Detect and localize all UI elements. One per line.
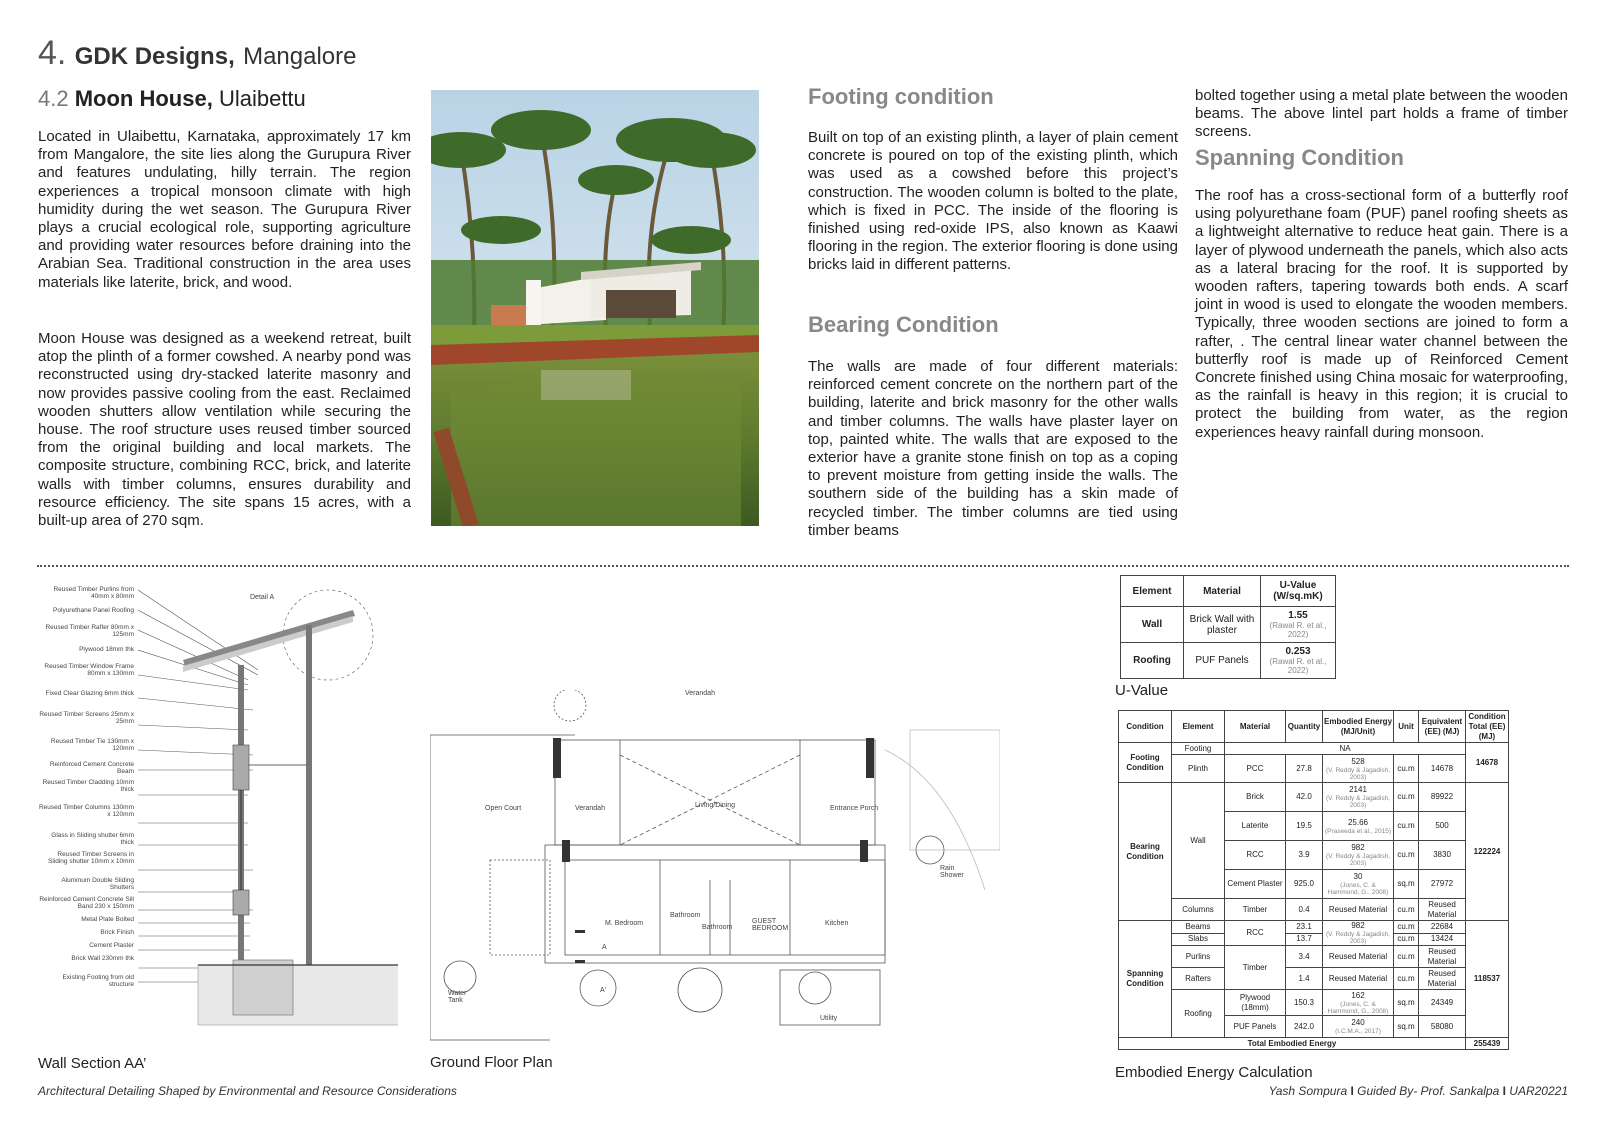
ee-ref: (I.C.M.A., 2017) [1335,1028,1381,1035]
wall-label: Reinforced Cement Concrete Sill Band 230 x 150mm [39,896,134,910]
ee-element: Columns [1172,899,1225,921]
ee-qty: 42.0 [1286,783,1323,812]
room-living: Living/Dining [695,802,736,809]
section-mark-a-prime: A' [600,987,607,994]
ee-unit: sq.m [1394,1016,1419,1038]
ee-unit: cu.m [1394,921,1419,934]
ee-energy: 162 [1351,990,1365,1000]
ee-header: Equivalent (EE) (MJ) [1419,711,1466,743]
wall-label: Reused Timber Tie 130mm x 120mm [50,738,134,752]
ee-total-spanning: 118537 [1466,921,1509,1038]
u-row-material: PUF Panels [1184,643,1261,679]
room-verandah-top: Verandah [685,690,715,697]
ee-material: PCC [1225,755,1286,783]
ee-unit: cu.m [1394,812,1419,841]
u-value-caption: U-Value [1115,682,1169,699]
ee-condition-bearing: Bearing Condition [1119,783,1172,921]
ee-element: Slabs [1172,933,1225,946]
room-bathroom-2: Bathroom [702,924,733,931]
ee-header: Quantity [1286,711,1323,743]
room-entrance: Entrance Porch [830,805,879,812]
plan-caption: Ground Floor Plan [430,1054,553,1071]
project-place: Ulaibettu [218,86,306,111]
ee-energy: 30 [1353,872,1363,881]
room-guest-bedroom: GUEST BEDROOM [752,918,789,932]
section-mark-a: A [602,944,607,951]
ee-condition-spanning: Spanning Condition [1119,921,1172,1038]
ee-ref: (Praseeda et al., 2015) [1324,827,1392,835]
room-open-court: Open Court [485,805,522,812]
ee-qty: 242.0 [1286,1016,1323,1038]
ee-energy-cell [1323,921,1394,946]
ee-qty: 150.3 [1286,990,1323,1016]
bearing-title: Bearing Condition [808,312,999,337]
wall-label: Plywood 18mm thk [79,646,134,653]
ee-qty: 23.1 [1286,921,1323,934]
ground-floor-plan [430,690,1000,1055]
wall-label: Reused Timber Columns 130mm x 120mm [38,804,134,818]
room-bathroom-1: Bathroom [670,912,701,919]
wall-label: Aluminum Double Sliding Shutters [61,877,134,891]
wall-section-caption: Wall Section AA’ [38,1055,147,1072]
ee-energy: 982 [1351,843,1365,852]
ee-qty: 27.8 [1286,755,1323,783]
ee-energy-cell [1323,783,1394,812]
ee-ref: (V. Reddy & Jagadish, 2003) [1325,795,1391,809]
wall-label: Brick Finish [100,929,134,936]
room-rain-shower: Rain Shower [940,865,964,879]
ee-qty: 19.5 [1286,812,1323,841]
u-header-element: Element [1121,576,1184,607]
ee-material: Plywood (18mm) [1225,990,1286,1016]
wall-label: Reused Timber Screens 25mm x 25mm [39,711,134,725]
ee-unit: sq.m [1394,990,1419,1016]
ee-energy: 240 [1351,1018,1365,1027]
u-value-table [1120,575,1336,679]
ee-element: Roofing [1172,990,1225,1038]
ee-element: Plinth [1172,755,1225,783]
ee-energy-cell [1323,870,1394,899]
embodied-table-wrap [1118,710,1509,1050]
ee-qty: 0.4 [1286,899,1323,921]
footer-author: Yash Sompura [1268,1084,1348,1098]
u-row-value-cell [1261,643,1336,679]
project-number: 4.2 [38,86,69,111]
u-row-ref: (Rawal R. et al., 2022) [1269,657,1327,675]
ee-qty: 3.4 [1286,946,1323,968]
spanning-text: The roof has a cross-sectional form of a butterfly roof using polyurethane foam (PUF) panel roofing sheets as a lightweight alternative to reduce heat gain. There is a layer of plywood underneath the panels, which also acts as a lateral bracing for the roof. It is supported by wooden rafters, tapering towards both ends. A scarf joint in wood is used to elongate the wooden members. Typically, three wooden sections are joined to form a rafter, . The central linear water channel between the butterfly roof is made up of Reinforced Cement Concrete finished using China mosaic for waterproofing, as the rainfall is heavy in this region; it is crucial to protect the building from water, as the region experiences heavy rainfall during monsoon. [1195,187,1568,441]
footer-separator: I [1350,1084,1354,1098]
ee-equivalent: 500 [1419,812,1466,841]
ee-unit: cu.m [1394,783,1419,812]
wall-label: Metal Plate Bolted [81,916,134,923]
ee-element: Wall [1172,783,1225,899]
wall-label: Fixed Clear Glazing 6mm thick [45,690,134,697]
project-name: Moon House, [74,86,213,111]
u-row-value-cell [1261,607,1336,643]
room-kitchen: Kitchen [825,920,849,927]
ee-energy: Reused Material [1323,899,1394,921]
ee-element: Beams [1172,921,1225,934]
ee-energy-cell [1323,1016,1394,1038]
ee-energy: Reused Material [1323,968,1394,990]
ee-ref: (Jones, C. & Hammond, G., 2008) [1327,1000,1389,1015]
ee-energy: 25.66 [1347,817,1369,827]
ee-unit: cu.m [1394,946,1419,968]
footer-subtitle: Architectural Detailing Shaped by Environmental and Resource Considerations [38,1084,457,1098]
ee-equivalent: 27972 [1419,870,1466,899]
ee-element: Purlins [1172,946,1225,968]
ee-header: Element [1172,711,1225,743]
bearing-text: The walls are made of four different materials: reinforced cement concrete on the northern part of the building, laterite and brick masonry for the other walls and timber columns. The walls have plaster layer on top, painted white. The walls that are exposed to the exterior have a granite stone finish on top as a coping to prevent moisture from getting inside the walls. The southern side of the building has a skin made of recycled timber. The timber columns are tied using timber beams [808,358,1178,539]
intro-paragraph-1: Located in Ulaibettu, Karnataka, approximately 17 km from Mangalore, the site lies along the Gurupura River and features undulating, hilly terrain. The region experiences a tropical monsoon climate with high humidity during the wet season. The Gurupura River plays a crucial ecological role, supporting agriculture and providing water resources before draining into the Arabian Sea. Traditional construction in the area uses materials like laterite, brick, and wood. [38,128,411,291]
ee-energy: 528 [1351,756,1365,766]
ee-ref: (Jones, C. & Hammond, G., 2008) [1327,882,1389,896]
wall-label: Cement Plaster [89,942,134,949]
ee-grand-total: 255439 [1466,1038,1509,1050]
ee-equivalent: 89922 [1419,783,1466,812]
ee-material: Laterite [1225,812,1286,841]
u-header-value: U-Value (W/sq.mK) [1261,576,1336,607]
ee-total-footing: 14678 [1466,743,1509,783]
ee-material: Timber [1225,946,1286,990]
ee-qty: 13.7 [1286,933,1323,946]
ee-energy: 2141 [1349,785,1367,794]
ee-header: Condition Total (EE) (MJ) [1466,711,1509,743]
ee-element: Footing [1172,743,1225,755]
ee-condition-footing: Footing Condition [1119,743,1172,783]
embodied-energy-table [1118,710,1509,1050]
section-divider [37,565,1569,567]
room-water-tank: Water Tank [448,990,467,1004]
footer-code: UAR20221 [1509,1084,1568,1098]
wall-label: Glass in Sliding shutter 6mm thick [51,832,134,846]
ee-equivalent: 58080 [1419,1016,1466,1038]
wall-label: Reused Timber Rafter 80mm x 125mm [45,624,134,638]
u-row-value: 1.55 [1288,610,1308,621]
ee-equivalent: 3830 [1419,841,1466,870]
spanning-title: Spanning Condition [1195,145,1404,170]
ee-equivalent: Reused Material [1419,946,1466,968]
ee-material: Brick [1225,783,1286,812]
ee-total-label: Total Embodied Energy [1119,1038,1466,1050]
ee-header: Unit [1394,711,1419,743]
u-row-ref: (Rawal R. et al., 2022) [1269,621,1327,639]
intro-paragraph-2: Moon House was designed as a weekend retreat, built atop the plinth of a former cowshed. A nearby pond was reconstructed using dry-stacked laterite masonry and now provides passive cooling from the east. Reclaimed wooden shutters allow ventilation while securing the house. The roof structure uses reused timber sourced from the original building and local markets. The composite structure, combining RCC, brick, and laterite walls with timber columns, ensures durability and resource efficiency. The site spans 15 acres, with a built-up area of 270 sqm. [38,330,411,530]
u-header-material: Material [1184,576,1261,607]
ee-unit: cu.m [1394,933,1419,946]
ee-element: Rafters [1172,968,1225,990]
ee-material: Timber [1225,899,1286,921]
ee-equivalent: 13424 [1419,933,1466,946]
room-utility: Utility [820,1015,838,1022]
wall-label: Reused Timber Cladding 10mm thick [42,779,134,793]
room-verandah: Verandah [575,805,605,812]
ee-material: RCC [1225,921,1286,946]
u-row-element: Wall [1121,607,1184,643]
ee-energy-cell [1323,841,1394,870]
wall-label: Brick Wall 230mm thk [71,955,134,962]
ee-ref: (V. Reddy & Jagadish, 2003) [1325,766,1391,781]
footer-separator: I [1502,1084,1506,1098]
footing-title: Footing condition [808,84,994,109]
wall-label: Reused Timber Screens in Sliding shutter 10mm x 10mm [48,851,134,865]
ee-unit: cu.m [1394,899,1419,921]
ee-energy-cell [1323,812,1394,841]
ee-na: NA [1225,743,1466,755]
title-number: 4. [38,34,67,72]
wall-section-labels [38,586,134,990]
ee-total-bearing: 122224 [1466,783,1509,921]
ee-equivalent: 22684 [1419,921,1466,934]
page-title [38,34,356,73]
site-photo [431,90,759,526]
bearing-continued-text: bolted together using a metal plate between the wooden beams. The above lintel part holds a frame of timber screens. [1195,87,1568,141]
ee-equivalent: Reused Material [1419,899,1466,921]
embodied-caption: Embodied Energy Calculation [1115,1064,1313,1081]
ee-material: Cement Plaster [1225,870,1286,899]
ee-unit: sq.m [1394,870,1419,899]
footing-text: Built on top of an existing plinth, a layer of plain cement concrete is poured on top of the existing plinth, which was used as a cowshed before this project’s construction. The wooden column is bolted to the plate, which is fixed in PCC. The inside of the flooring is finished using red-oxide IPS, also known as Kaawi flooring in the region. The exterior flooring is done using bricks laid in different patterns. [808,129,1178,274]
wall-label: Polyurethane Panel Roofing [53,607,134,614]
u-row-value: 0.253 [1285,646,1311,657]
ee-header: Embodied Energy (MJ/Unit) [1323,711,1394,743]
ee-qty: 1.4 [1286,968,1323,990]
ee-energy-cell [1323,990,1394,1016]
wall-section-drawing [38,580,398,1045]
ee-header: Condition [1119,711,1172,743]
ee-qty: 3.9 [1286,841,1323,870]
ee-energy: Reused Material [1323,946,1394,968]
ee-qty: 925.0 [1286,870,1323,899]
ee-unit: cu.m [1394,755,1419,783]
project-title [38,86,306,112]
detail-a-label: Detail A [250,594,275,601]
ee-equivalent: 24349 [1419,990,1466,1016]
ee-ref: (V. Reddy & Jagadish, 2003) [1325,931,1391,945]
room-master-bedroom: M. Bedroom [605,920,644,927]
wall-label: Existing Footing from old structure [62,974,134,988]
ee-energy: 982 [1351,921,1365,930]
u-row-material: Brick Wall with plaster [1184,607,1261,643]
ee-unit: cu.m [1394,841,1419,870]
ee-material: RCC [1225,841,1286,870]
studio-city: Mangalore [243,43,357,70]
ee-energy-cell [1323,755,1394,783]
ee-header: Material [1225,711,1286,743]
wall-label: Reused Timber Window Frame 80mm x 130mm [44,663,134,677]
wall-label: Reused Timber Purlins from 40mm x 80mm [53,586,134,600]
ee-unit: cu.m [1394,968,1419,990]
footer-credits [1269,1084,1568,1098]
ee-ref: (V. Reddy & Jagadish, 2003) [1325,853,1391,867]
u-row-element: Roofing [1121,643,1184,679]
ee-material: PUF Panels [1225,1016,1286,1038]
wall-label: Reinforced Cement Concrete Beam [49,761,134,775]
u-value-table-wrap [1120,575,1336,679]
footer-guide: Guided By- Prof. Sankalpa [1357,1084,1500,1098]
ee-equivalent: Reused Material [1419,968,1466,990]
ee-equivalent: 14678 [1419,755,1466,783]
studio-name: GDK Designs, [74,43,235,70]
